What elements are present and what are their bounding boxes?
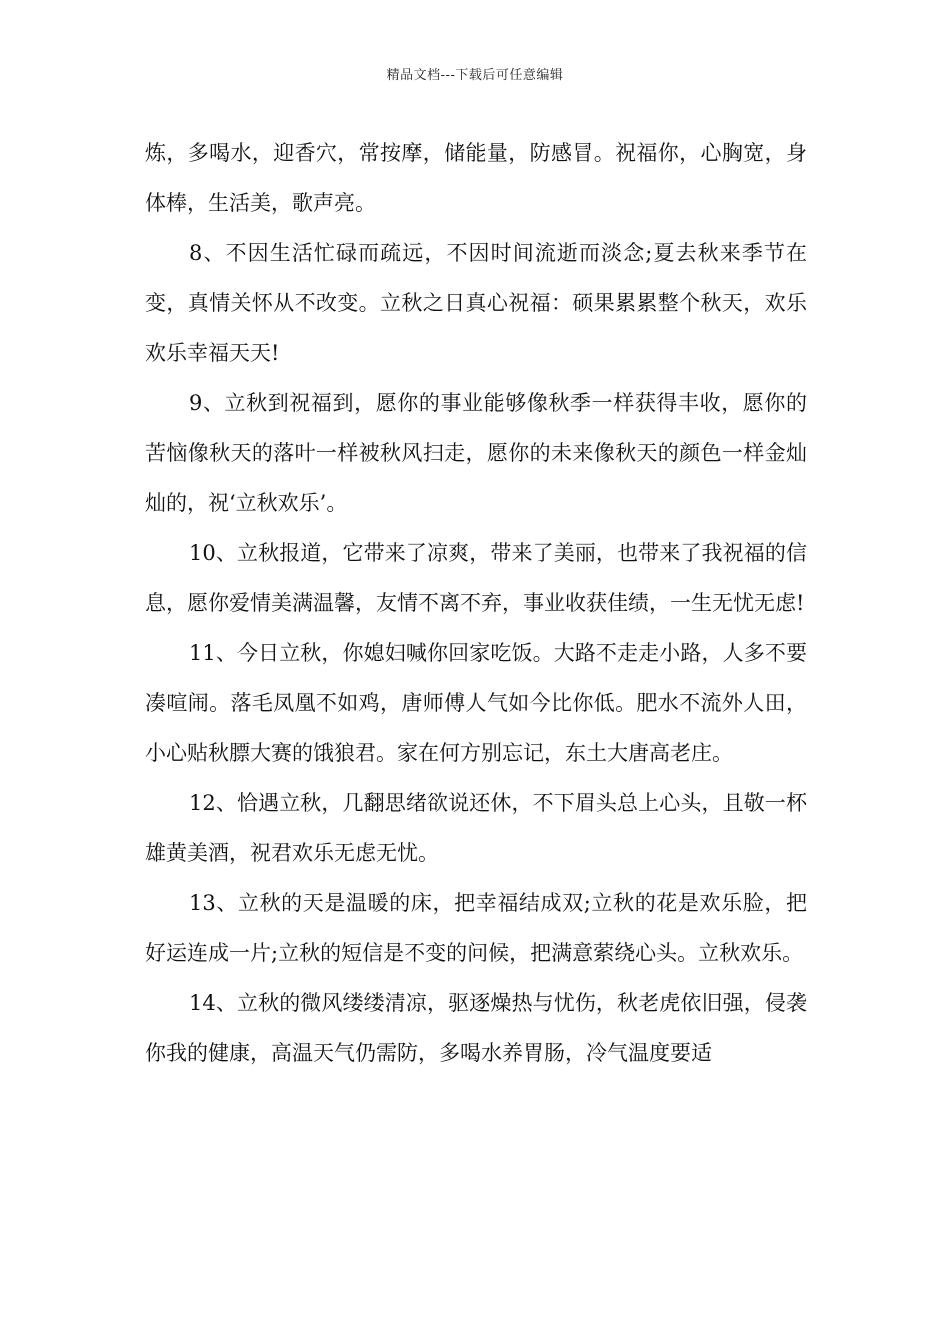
paragraph-item-10: 10、立秋报道，它带来了凉爽，带来了美丽，也带来了我祝福的信息，愿你爱情美满温馨，友情不离不弃，事业收获佳绩，一生无忧无虑!: [145, 541, 807, 615]
document-body: [145, 128, 807, 1078]
paragraph-item-9: 9、立秋到祝福到，愿你的事业能够像秋季一样获得丰收，愿你的苦恼像秋天的落叶一样被秋风扫走，愿你的未来像秋天的颜色一样金灿灿的，祝‘立秋欢乐’。: [145, 391, 807, 515]
paragraph-continuation: 炼，多喝水，迎香穴，常按摩，储能量，防感冒。祝福你，心胸宽，身体棒，生活美，歌声亮。: [145, 141, 807, 215]
paragraph-item-8: 8、不因生活忙碌而疏远，不因时间流逝而淡念;夏去秋来季节在变，真情关怀从不改变。立秋之日真心祝福：硕果累累整个秋天，欢乐欢乐幸福天天!: [145, 241, 807, 365]
page-header: 精品文档---下载后可任意编辑: [386, 68, 564, 83]
paragraph-item-14: 14、立秋的微风缕缕清凉，驱逐燥热与忧伤，秋老虎依旧强，侵袭你我的健康，高温天气仍需防，多喝水养胃肠，冷气温度要适: [145, 991, 807, 1065]
paragraph-item-13: 13、立秋的天是温暖的床，把幸福结成双;立秋的花是欢乐脸，把好运连成一片;立秋的短信是不变的问候，把满意萦绕心头。立秋欢乐。: [145, 891, 807, 965]
paragraph-item-12: 12、恰遇立秋，几翻思绪欲说还休，不下眉头总上心头，且敬一杯雄黄美酒，祝君欢乐无虑无忧。: [145, 791, 807, 865]
paragraph-item-11: 11、今日立秋，你媳妇喊你回家吃饭。大路不走走小路，人多不要凑喧闹。落毛凤凰不如鸡，唐师傅人气如今比你低。肥水不流外人田，小心贴秋膘大赛的饿狼君。家在何方别忘记，东土大唐高老庄。: [145, 641, 807, 765]
